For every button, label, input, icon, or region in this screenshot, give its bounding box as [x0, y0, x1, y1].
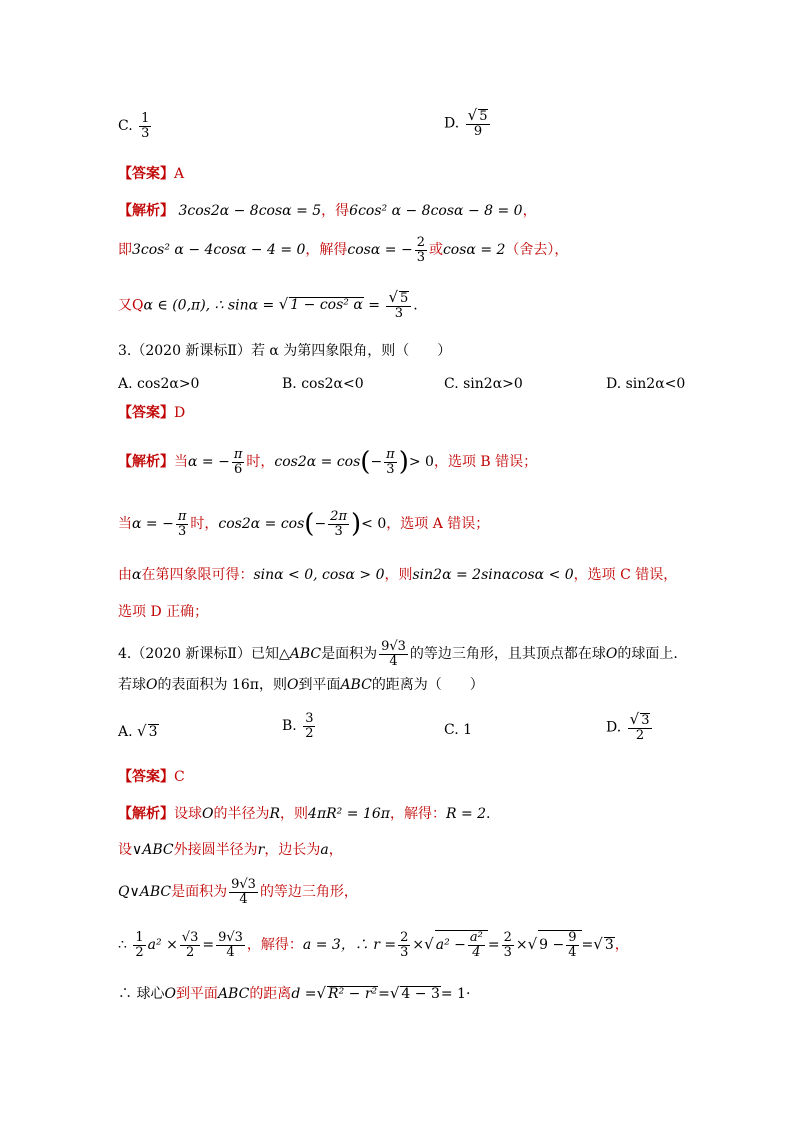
- analysis-line: 又Qα ∈ (0,π), ∴ sinα = √ 1 − cos² α = $\frac{√ 5}{3}$ .: [118, 288, 418, 322]
- fraction: $\frac{√3}{2}$: [181, 930, 199, 960]
- option-label: D.: [444, 115, 460, 132]
- analysis-line: Q∨ABC是面积为 $\frac{9√3}{4}$ 的等边三角形，: [118, 877, 358, 907]
- analysis-line: 设∨ABC外接圆半径为r，边长为a，: [118, 842, 343, 858]
- question-stem: 4.（2020 新课标Ⅱ）已知△ABC是面积为 $\frac{9√3}{4}$ 的等边三角形，且其顶点都在球O的球面上.: [118, 639, 678, 669]
- fraction: $\frac{\pi}{3}$: [177, 509, 187, 539]
- analysis-line: 选项 D 正确；: [118, 604, 209, 620]
- option-c: C. 1: [444, 722, 473, 738]
- fraction: $\frac{9√3}{4}$: [381, 639, 406, 669]
- fraction: $\frac{2}{3}$: [503, 930, 512, 960]
- fraction: $\frac{√ 3}{2}$: [628, 712, 653, 743]
- fraction: $\frac{√ 5}{3}$: [386, 290, 411, 321]
- fraction: $\frac{9}{4}$: [568, 930, 577, 960]
- analysis-line: 【解析】设球O的半径为R，则4πR² = 16π，解得：R = 2.: [118, 806, 491, 822]
- fraction: $\frac{1}{2}$: [135, 930, 144, 960]
- fraction: $\frac{9√3}{4}$: [231, 877, 256, 907]
- option-b: B. cos2α<0: [282, 376, 364, 392]
- option-d: D. $\frac{√ 3}{2}$: [606, 712, 654, 743]
- analysis-line: ∴ 球心O到平面ABC的距离d =√ R² − r²=√ 4 − 3= 1·: [118, 984, 471, 1002]
- option-c: [118, 112, 153, 140]
- option-b: B. $\frac{3}{2}$: [282, 711, 314, 741]
- analysis-line: 即3cos² α − 4cosα − 4 = 0，解得cosα = − $\frac{2}{3}$ 或cosα = 2（舍去），: [118, 235, 569, 265]
- fraction: $\frac{√ 5}{9}$: [466, 108, 491, 139]
- option-a: A. cos2α>0: [118, 376, 200, 392]
- analysis-line: 由α在第四象限可得：sinα < 0, cosα > 0，则sin2α = 2sinαcosα < 0，选项 C 错误，: [118, 567, 678, 583]
- fraction: $\frac{\pi}{3}$: [386, 447, 395, 477]
- fraction: $\frac{3}{2}$: [305, 711, 314, 741]
- fraction: $\frac{2\pi}{3}$: [330, 509, 347, 539]
- fraction: $\frac{9√3}{4}$: [218, 930, 243, 960]
- analysis-line: 【解析】 3cos2α − 8cosα = 5，得6cos² α − 8cosα − 8 = 0，: [118, 203, 537, 219]
- fraction: $\frac{\text{a²}}{4}$: [469, 930, 483, 960]
- answer-line: 【答案】A: [118, 166, 185, 182]
- option-d: D. sin2α<0: [606, 376, 686, 392]
- question-stem: 若球O的表面积为 16π，则O到平面ABC的距离为（ ）: [118, 677, 484, 693]
- fraction: $\frac{1}{3}$: [141, 111, 150, 141]
- answer-line: 【答案】C: [118, 769, 185, 785]
- fraction: $\frac{2}{3}$: [400, 930, 409, 960]
- option-label: C.: [118, 118, 133, 135]
- analysis-line: ∴ $\frac{1}{2}$ a² × $\frac{√3}{2}$ = $\frac{9√3}{4}$ ，解得：a = 3，∴ r = $\frac{2}{3}$ ×√ a² − $\frac{\text{a²}}{4}$ = $\frac{2}{3}$ ×√ 9 − $\frac{9}{4}$ =√ 3，: [118, 930, 629, 960]
- fraction: $\frac{\pi}{6}$: [233, 447, 243, 477]
- option-c: C. sin2α>0: [444, 376, 523, 392]
- option-d: [444, 108, 492, 139]
- fraction: $\frac{2}{3}$: [416, 235, 425, 265]
- analysis-line: 【解析】当α = − $\frac{\pi}{6}$ 时，cos2α = cos(− $\frac{\pi}{3}$ )> 0，选项 B 错误；: [118, 447, 538, 478]
- option-a: A. √ 3: [118, 722, 158, 740]
- answer-line: 【答案】D: [118, 405, 186, 421]
- question-stem: 3.（2020 新课标Ⅱ）若 α 为第四象限角，则（ ）: [118, 343, 452, 359]
- analysis-line: 当α = − $\frac{\pi}{3}$ 时，cos2α = cos(− $\frac{2\pi}{3}$ )< 0，选项 A 错误；: [118, 509, 490, 540]
